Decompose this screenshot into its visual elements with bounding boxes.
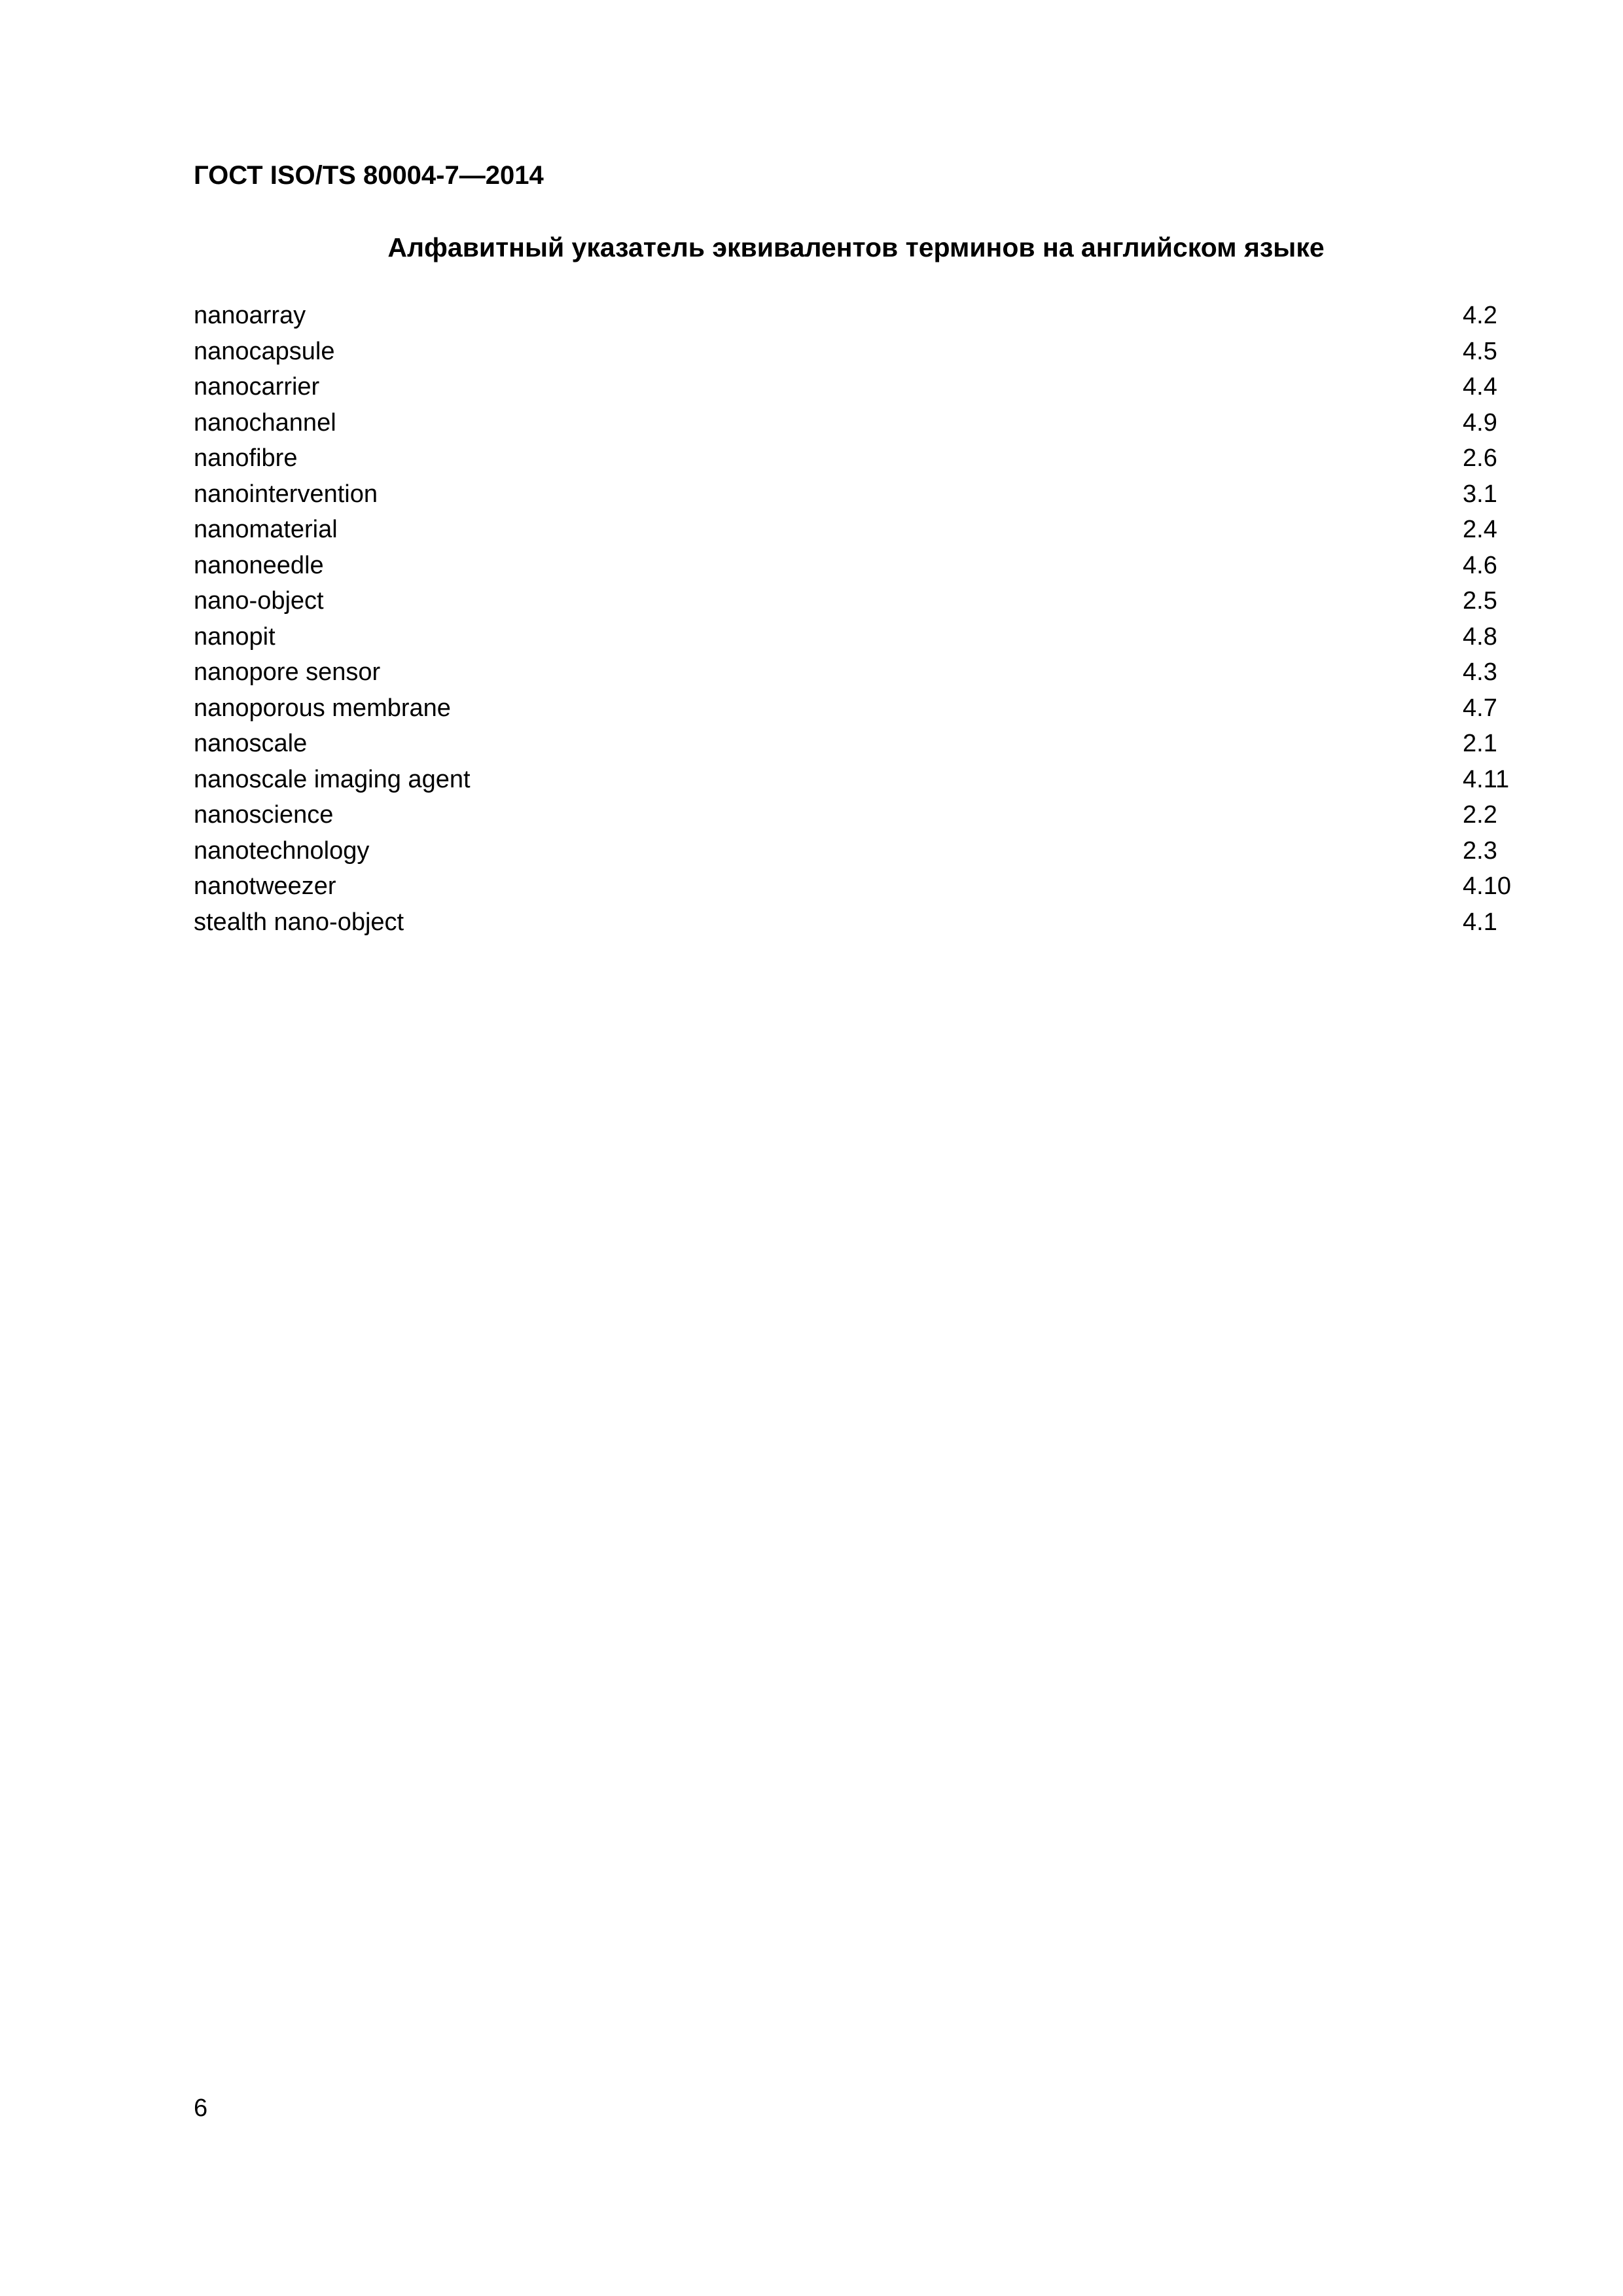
index-reference: 2.3 [1463,836,1497,865]
index-reference: 4.11 [1463,765,1510,793]
index-term: nanopit [194,622,276,651]
index-reference: 4.6 [1463,551,1497,579]
index-term: nanointervention [194,480,378,508]
index-term: nano-object [194,587,324,615]
index-reference: 2.4 [1463,516,1497,543]
index-reference: 3.1 [1463,480,1497,508]
index-reference: 2.2 [1463,801,1497,829]
index-entry [194,405,1503,441]
index-entry [194,298,1503,334]
index-entry [194,833,1503,869]
index-entry [194,440,1503,476]
index-term: nanochannel [194,408,336,437]
index-term: nanoarray [194,302,306,329]
index-term: nanoneedle [194,551,324,579]
index-term: nanomaterial [194,516,338,543]
index-entry [194,762,1510,798]
index-term: nanocarrier [194,373,320,401]
index-entry [194,512,1503,548]
index-reference: 4.7 [1463,694,1497,722]
index-term: nanotweezer [194,872,336,900]
index-term: nanoscale imaging agent [194,765,471,793]
index-reference: 4.5 [1463,337,1497,365]
index-reference: 4.4 [1463,373,1497,401]
index-title: Алфавитный указатель эквивалентов терминов на английском языке [387,232,1325,262]
index-term: nanopore sensor [194,658,381,686]
index-entry [194,369,1503,405]
index-entry [194,548,1503,584]
index-entry [194,619,1503,655]
index-entry [194,797,1503,833]
index-reference: 2.5 [1463,587,1497,615]
index-entry [194,334,1503,370]
index-entry [194,869,1511,905]
index-reference: 2.6 [1463,444,1497,472]
page-number: 6 [194,2094,208,2122]
index-reference: 4.8 [1463,622,1497,651]
index-entry [194,476,1503,512]
index-entry [194,905,1503,941]
index-entry [194,583,1503,619]
index-reference: 4.10 [1463,872,1511,900]
index-term: nanocapsule [194,337,335,365]
index-reference: 4.2 [1463,302,1497,329]
index-entry [194,726,1503,762]
index-entry [194,655,1503,691]
index-reference: 4.3 [1463,658,1497,686]
index-term: stealth nano-object [194,908,404,936]
index-reference: 4.1 [1463,908,1497,936]
term-index-list [194,298,1511,940]
index-term: nanoporous membrane [194,694,451,722]
index-reference: 4.9 [1463,408,1497,437]
index-entry [194,691,1503,726]
index-term: nanoscience [194,801,334,829]
index-term: nanofibre [194,444,298,472]
document-code: ГОСТ ISO/TS 80004-7—2014 [194,161,544,190]
index-term: nanotechnology [194,836,370,865]
index-reference: 2.1 [1463,730,1497,757]
index-term: nanoscale [194,730,308,757]
